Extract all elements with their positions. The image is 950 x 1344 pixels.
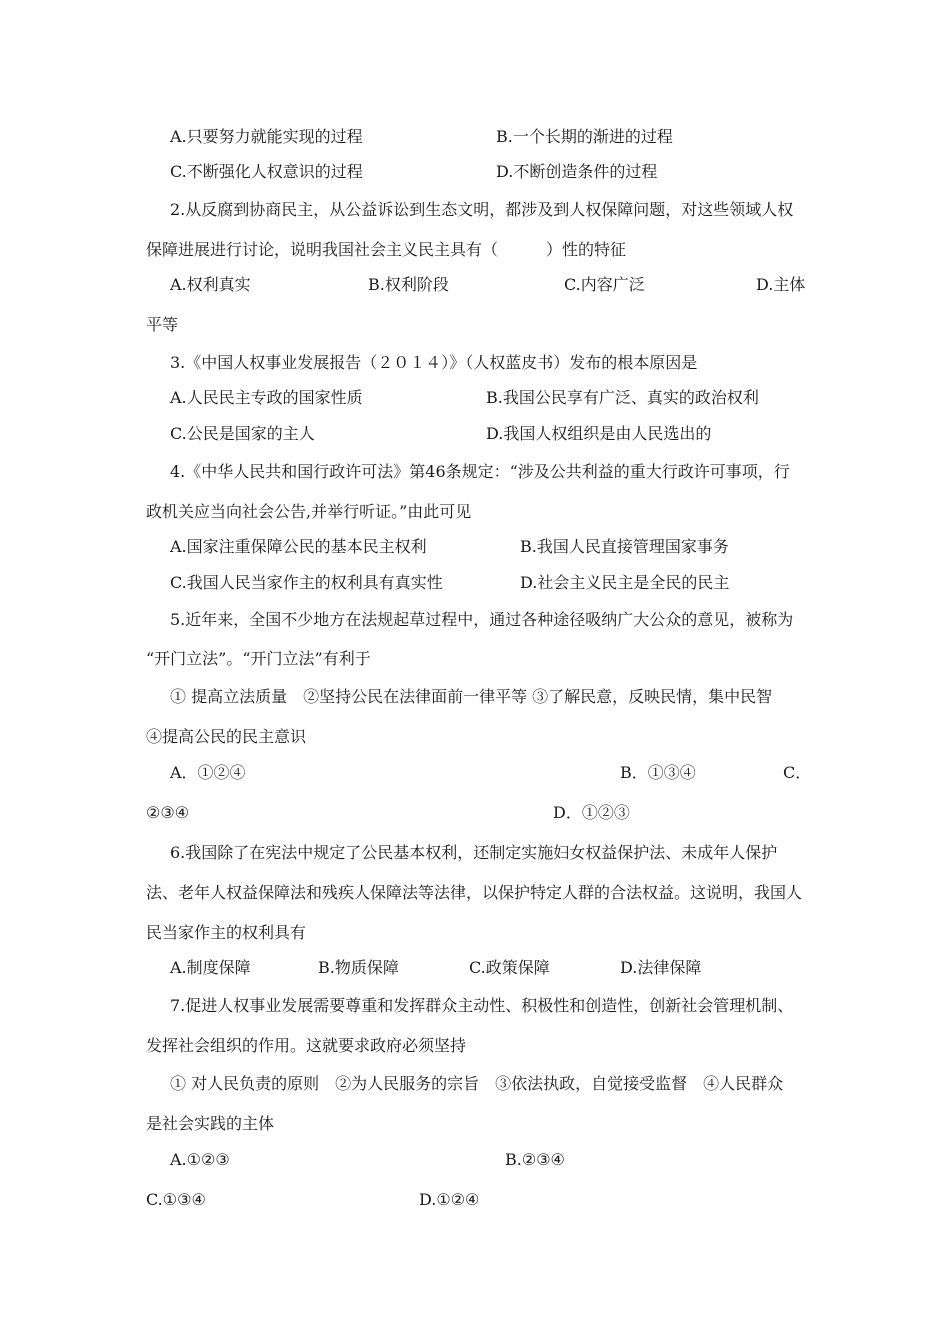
option-c: C.我国人民当家作主的权利具有真实性 [170, 573, 443, 592]
question-stem: 7.促进人权事业发展需要尊重和发挥群众主动性、积极性和创造性，创新社会管理机制、 [170, 996, 794, 1015]
option-b: B.物质保障 [318, 958, 399, 977]
option-c: C.公民是国家的主人 [170, 424, 315, 443]
option-b: B.我国人民直接管理国家事务 [520, 537, 729, 556]
option-b: B．①③④ [620, 763, 696, 782]
option-c: C.政策保障 [469, 958, 550, 977]
option-a: A.只要努力就能实现的过程 [170, 127, 363, 146]
option-b: B.权利阶段 [368, 275, 449, 294]
option-d: D.不断创造条件的过程 [496, 162, 658, 181]
question-stem: 6.我国除了在宪法中规定了公民基本权利，还制定实施妇女权益保护法、未成年人保护 [170, 843, 778, 862]
option-c: C． [783, 763, 812, 782]
numbered-items: 是社会实践的主体 [146, 1114, 275, 1133]
question-stem: 法、老年人权益保障法和残疾人保障法等法律，以保护特定人群的合法权益。这说明，我国人 [146, 883, 803, 902]
question-stem: “开门立法”。“开门立法”有利于 [146, 649, 371, 668]
option-a: A.人民民主专政的国家性质 [170, 388, 363, 407]
question-stem: 保障进展进行讨论，说明我国社会主义民主具有（ ）性的特征 [146, 240, 627, 259]
question-stem: 民当家作主的权利具有 [146, 923, 307, 942]
option-b: B.一个长期的渐进的过程 [496, 127, 673, 146]
option-d: D.主体 [756, 275, 806, 294]
option-b: B.②③④ [505, 1150, 565, 1169]
option-d: D．①②③ [553, 803, 630, 822]
option-a: A．①②④ [170, 763, 246, 782]
option-b: B.我国公民享有广泛、真实的政治权利 [486, 388, 759, 407]
numbered-items: ④提高公民的民主意识 [146, 727, 307, 746]
option-a: A.权利真实 [170, 275, 251, 294]
question-stem: 5.近年来，全国不少地方在法规起草过程中，通过各种途径吸纳广大公众的意见，被称为 [170, 610, 794, 629]
option-d: D.社会主义民主是全民的民主 [520, 573, 730, 592]
option-a: A.制度保障 [170, 958, 251, 977]
question-stem: 发挥社会组织的作用。这就要求政府必须坚持 [146, 1036, 467, 1055]
option-c: C.不断强化人权意识的过程 [170, 162, 363, 181]
option-c: C.内容广泛 [564, 275, 645, 294]
option-a: A.国家注重保障公民的基本民主权利 [170, 537, 427, 556]
question-stem: 4.《中华人民共和国行政许可法》第46条规定：“涉及公共利益的重大行政许可事项，行 [170, 462, 790, 481]
option-a: A.①②③ [170, 1150, 230, 1169]
question-stem: 政机关应当向社会公告,并举行听证。”由此可见 [146, 502, 472, 521]
option-c: C.①③④ [146, 1190, 206, 1209]
numbered-items: ① 提高立法质量 ②坚持公民在法律面前一律平等 ③了解民意，反映民情，集中民智 [170, 687, 773, 706]
option-d: D.我国人权组织是由人民选出的 [486, 424, 712, 443]
option-d: D.①②④ [419, 1190, 480, 1209]
numbered-items: ① 对人民负责的原则 ②为人民服务的宗旨 ③依法执政，自觉接受监督 ④人民群众 [170, 1074, 784, 1093]
question-stem: 3.《中国人权事业发展报告（２０１４）》（人权蓝皮书）发布的根本原因是 [170, 353, 698, 372]
question-stem: 2.从反腐到协商民主，从公益诉讼到生态文明，都涉及到人权保障问题，对这些领域人权 [170, 200, 794, 219]
option-d: D.法律保障 [620, 958, 702, 977]
option-c-continued: ②③④ [146, 803, 190, 822]
option-d-continued: 平等 [146, 315, 179, 334]
